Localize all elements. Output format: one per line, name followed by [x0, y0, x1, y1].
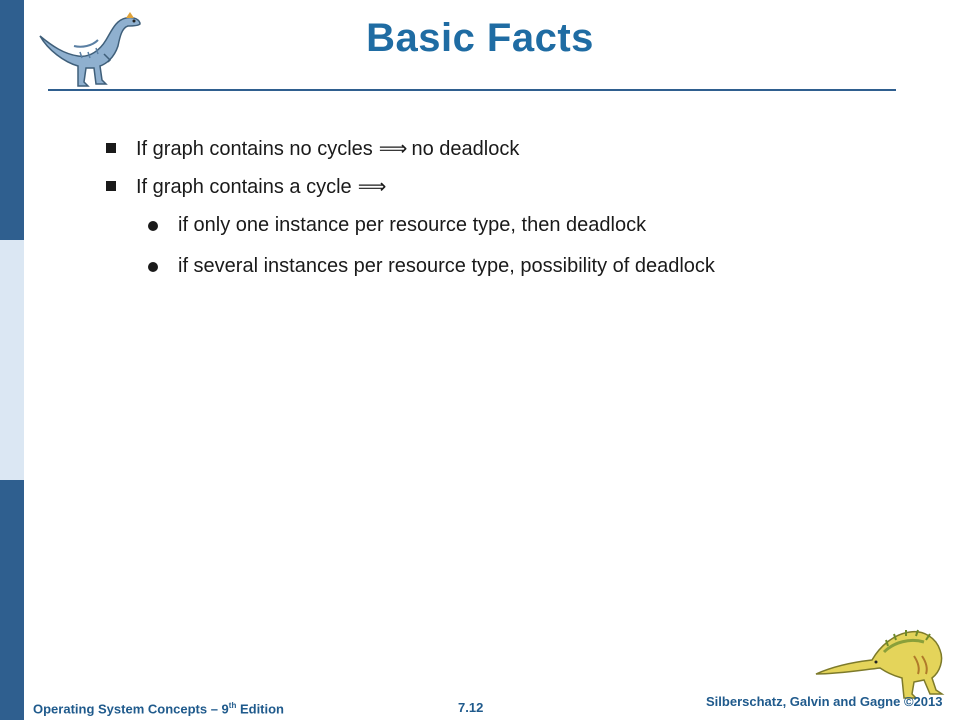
bullet-text: If graph contains a cycle: [136, 176, 352, 198]
square-bullet-icon: [106, 143, 116, 153]
round-bullet-icon: [148, 262, 158, 272]
footer-copyright: Silberschatz, Galvin and Gagne ©2013: [706, 694, 943, 709]
square-bullet-icon: [106, 181, 116, 191]
bullet-text: no deadlock: [411, 138, 520, 160]
implies-arrow-icon: ⟹: [378, 138, 408, 160]
sub-bullet-item: if only one instance per resource type, then deadlock: [178, 214, 647, 236]
bullet-item: [136, 136, 519, 162]
footer-edition-superscript: th: [228, 701, 237, 710]
footer-slide-number: 7.12: [458, 700, 484, 715]
implies-arrow-icon: ⟹: [357, 176, 387, 198]
slide-title: Basic Facts: [366, 16, 594, 60]
footer-book-title-text: Operating System Concepts – 9: [33, 701, 229, 717]
dinosaur-icon: [814, 616, 950, 700]
round-bullet-icon: [148, 221, 158, 231]
bullet-text: If graph contains no cycles: [136, 138, 373, 160]
sub-bullet-item: if several instances per resource type, possibility of deadlock: [178, 255, 715, 277]
footer-book-title-suffix: Edition: [236, 701, 285, 717]
footer-book-title: [33, 701, 284, 716]
bullet-item: [136, 174, 390, 200]
